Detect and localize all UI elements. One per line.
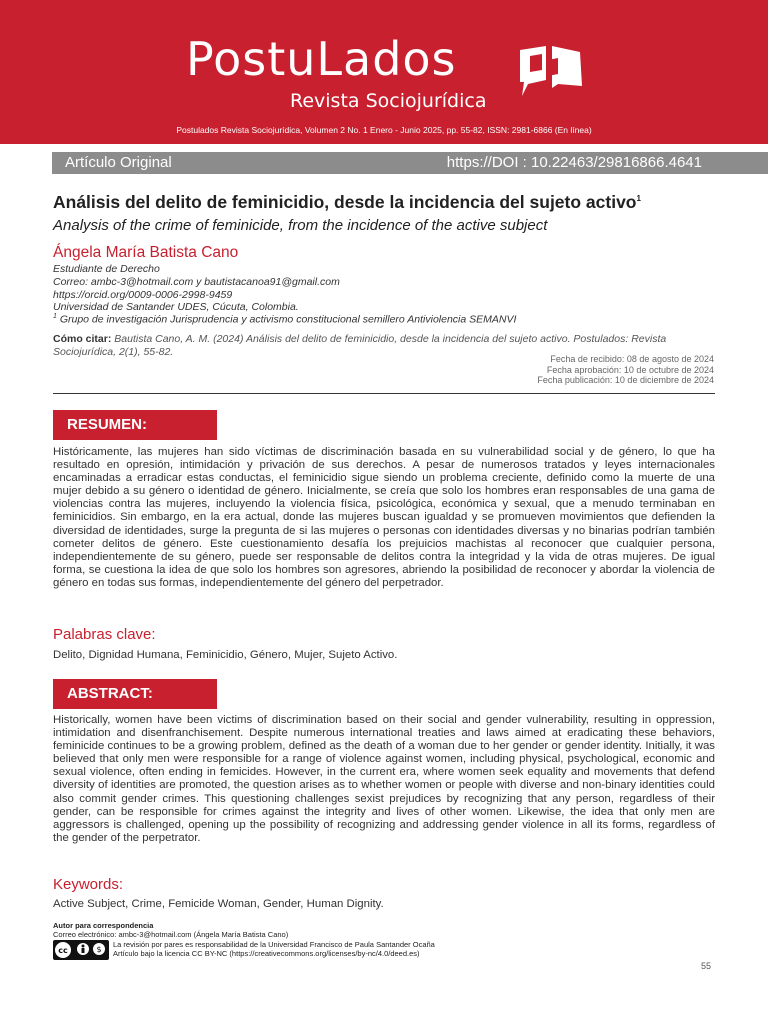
title-english: Analysis of the crime of feminicide, from the incidence of the active subject — [53, 217, 548, 234]
license-note[interactable]: Artículo bajo la licencia CC BY-NC (https://creativecommons.org/licenses/by-nc/4.0/deed.es) — [113, 949, 420, 958]
svg-text:cc: cc — [58, 946, 68, 955]
article-type-band — [52, 152, 768, 174]
correspondence — [53, 921, 288, 939]
affiliation-orcid[interactable]: https://orcid.org/0009-0006-2998-9459 — [53, 289, 233, 301]
affiliation-role: Estudiante de Derecho — [53, 263, 160, 275]
svg-text:$: $ — [96, 945, 102, 954]
article-dates — [537, 354, 714, 386]
page-number: 55 — [700, 961, 711, 971]
abstract-heading-box: ABSTRACT: — [53, 679, 217, 709]
abstract-text: Historically, women have been victims of discrimination based on their social and gender vulnerability, resulting in oppression, intimidation and disenfranchisement. Despite numerous international treaties and laws aimed at eradicating these behaviors, feminicide continues to be a growing problem, defined as the death of a woman due to her gender or gender identity. Initially, it was believed that only men were responsible for a range of violence against women, including physical, psychological, economic and sexual violence, often ending in femicides. However, in the current era, where women seek equality and movements that defend diversity of identities are promoted, the question arises as to whether women or people with diverse and non-binary identities could also commit gender crimes. This questioning challenges sexist prejudices by recognizing that any person, regardless of their gender, can be responsible for crimes against the integrity and lives of other women. Likewise, the idea that only men are aggressors is challenged, opening up the possibility of recognizing and addressing gender violence in all its forms, regardless of the gender of the perpetrator. — [53, 714, 715, 844]
article-type: Artículo Original — [65, 154, 172, 171]
affiliation-group: $^1$ Grupo de investigación Jurisprudencia y activismo constitucional semillero Antiviolencia SEMANVI — [53, 313, 517, 326]
doi-link[interactable]: https://DOI : 10.22463/29816866.4641 — [446, 154, 702, 171]
review-note: La revisión por pares es responsabilidad de la Universidad Francisco de Paula Santander Ocaña — [113, 940, 435, 949]
correspondence-email: Correo electrónico: ambc-3@hotmail.com (Ángela María Batista Cano) — [53, 930, 289, 939]
date-published: Fecha publicación: 10 de diciembre de 2024 — [537, 375, 714, 385]
keywords-text: Active Subject, Crime, Femicide Woman, Gender, Human Dignity. — [53, 898, 384, 910]
divider — [53, 393, 715, 394]
affiliation-university: Universidad de Santander UDES, Cúcuta, Colombia. — [53, 301, 299, 313]
title-spanish: Análisis del delito de feminicidio, desde la incidencia del sujeto activo$^1$ — [53, 192, 641, 212]
date-approved: Fecha aprobación: 10 de octubre de 2024 — [546, 364, 714, 375]
resumen-heading-box: RESUMEN: — [53, 410, 217, 440]
cc-by-nc-icon — [53, 940, 109, 960]
speech-bubble-logo-icon — [518, 44, 584, 104]
date-received: Fecha de recibido: 08 de agosto de 2024 — [550, 354, 714, 364]
journal-info-line: Postulados Revista Sociojurídica, Volumen 2 No. 1 Enero - Junio 2025, pp. 55-82, ISSN: 2981-6866 (En línea) — [176, 125, 592, 135]
palabras-clave-heading: Palabras clave: — [53, 626, 156, 643]
journal-header — [0, 0, 768, 144]
affiliation-email[interactable]: Correo: ambc-3@hotmail.com y bautistacanoa91@gmail.com — [53, 276, 340, 288]
correspondence-label: Autor para correspondencia — [53, 921, 154, 930]
journal-logo: PostuLados — [186, 32, 457, 86]
palabras-clave-text: Delito, Dignidad Humana, Feminicidio, Género, Mujer, Sujeto Activo. — [53, 649, 398, 661]
journal-subtitle: Revista Sociojurídica — [290, 90, 487, 112]
resumen-text: Históricamente, las mujeres han sido víctimas de discriminación basada en su vulnerabilidad social y de género, lo que ha resultado en opresión, intimidación y privación de sus derechos. A pesar de numerosos tratados y leyes internacionales encaminadas a erradicar estas conductas, el feminicidio sigue siendo un problema creciente, definido como la muerte de una mujer debido a su género o identidad de género. Inicialmente, se creía que solo los hombres eran responsables de una gama de violencias contra las mujeres, incluyendo la violencia física, psicológica, económica y sexual, que a menudo terminaban en feminicidios. Sin embargo, en la era actual, donde las mujeres buscan igualdad y se promueven movimientos que defienden la diversidad de identidades, surge la pregunta de si las mujeres o personas con identidades diversas y no binarias podrían también cometer delitos de género. Este cuestionamiento desafía los prejuicios machistas al reconocer que cualquier persona, independientemente de su género, puede ser responsable de delitos contra la integridad y la vida de otras mujeres. De igual forma, se cuestiona la idea de que solo los hombres son agresores, abriendo la posibilidad de reconocer y abordar la violencia de género en todas sus formas, independientemente del género del perpetrador. — [53, 446, 715, 589]
author-name: Ángela María Batista Cano — [53, 244, 239, 261]
title-footnote-mark: 1 — [636, 194, 641, 204]
keywords-heading: Keywords: — [53, 876, 124, 893]
license-text — [113, 940, 435, 958]
citation: Cómo citar: Bautista Cano, A. M. (2024) Análisis del delito de feminicidio, desde la incidencia del sujeto activo. Postulados: Revista Sociojurídica, 2(1), 55-82. — [53, 333, 667, 358]
